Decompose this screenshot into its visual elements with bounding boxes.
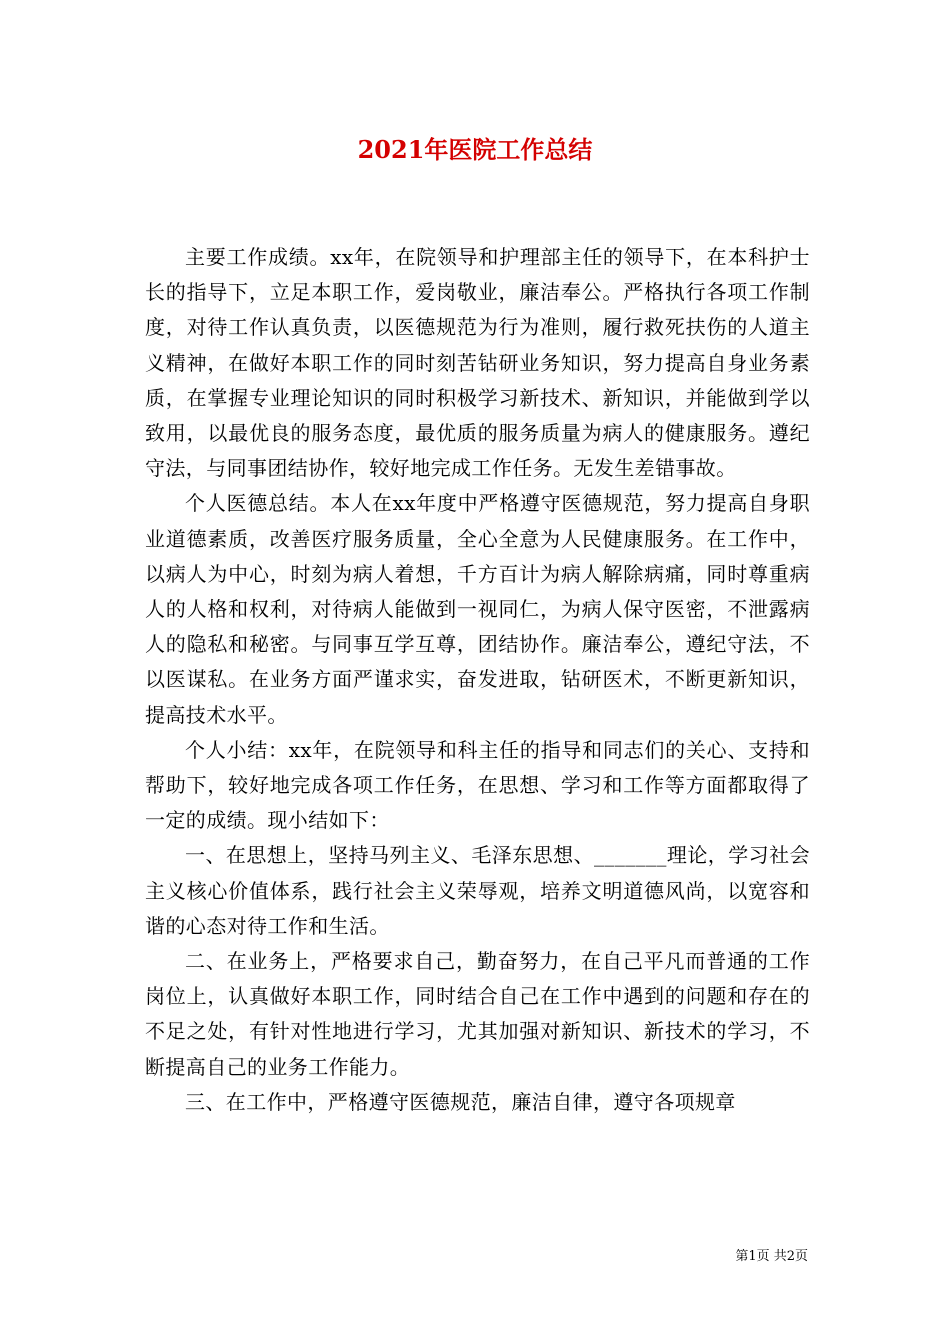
paragraph-work-achievements: 主要工作成绩。xx年，在院领导和护理部主任的领导下，在本科护士长的指导下，立足本职工作，爱岗敬业，廉洁奉公。严格执行各项工作制度，对待工作认真负责，以医德规范为行为准则，履行救死扶伤的人道主义精神，在做好本职工作的同时刻苦钻研业务知识，努力提高自身业务素质，在掌握专业理论知识的同时积极学习新技术、新知识，并能做到学以致用，以最优良的服务态度，最优质的服务质量为病人的健康服务。遵纪守法，与同事团结协作，较好地完成工作任务。无发生差错事故。 <box>145 245 810 481</box>
paragraph-ideology: 一、在思想上，坚持马列主义、毛泽东思想、_______理论，学习社会主义核心价值体系，践行社会主义荣辱观，培养文明道德风尚，以宽容和谐的心态对待工作和生活。 <box>145 843 810 938</box>
paragraph-personal-summary: 个人小结：xx年，在院领导和科主任的指导和同志们的关心、支持和帮助下，较好地完成各项工作任务，在思想、学习和工作等方面都取得了一定的成绩。现小结如下： <box>145 737 810 833</box>
document-body <box>145 240 810 1120</box>
page-number: 第1页 共2页 <box>735 1249 808 1264</box>
paragraph-work: 三、在工作中，严格遵守医德规范，廉洁自律，遵守各项规章 <box>185 1089 736 1114</box>
page-title: 2021年医院工作总结 <box>357 135 593 164</box>
paragraph-business: 二、在业务上，严格要求自己，勤奋努力，在自己平凡而普通的工作岗位上，认真做好本职工作，同时结合自己在工作中遇到的问题和存在的不足之处，有针对性地进行学习，尤其加强对新知识、新技术的学习，不断提高自己的业务工作能力。 <box>145 949 810 1079</box>
paragraph-medical-ethics: 个人医德总结。本人在xx年度中严格遵守医德规范，努力提高自身职业道德素质，改善医疗服务质量，全心全意为人民健康服务。在工作中，以病人为中心，时刻为病人着想，千方百计为病人解除病痛，同时尊重病人的人格和权利，对待病人能做到一视同仁，为病人保守医密，不泄露病人的隐私和秘密。与同事互学互尊，团结协作。廉洁奉公，遵纪守法，不以医谋私。在业务方面严谨求实，奋发进取，钻研医术，不断更新知识，提高技术水平。 <box>145 491 810 727</box>
